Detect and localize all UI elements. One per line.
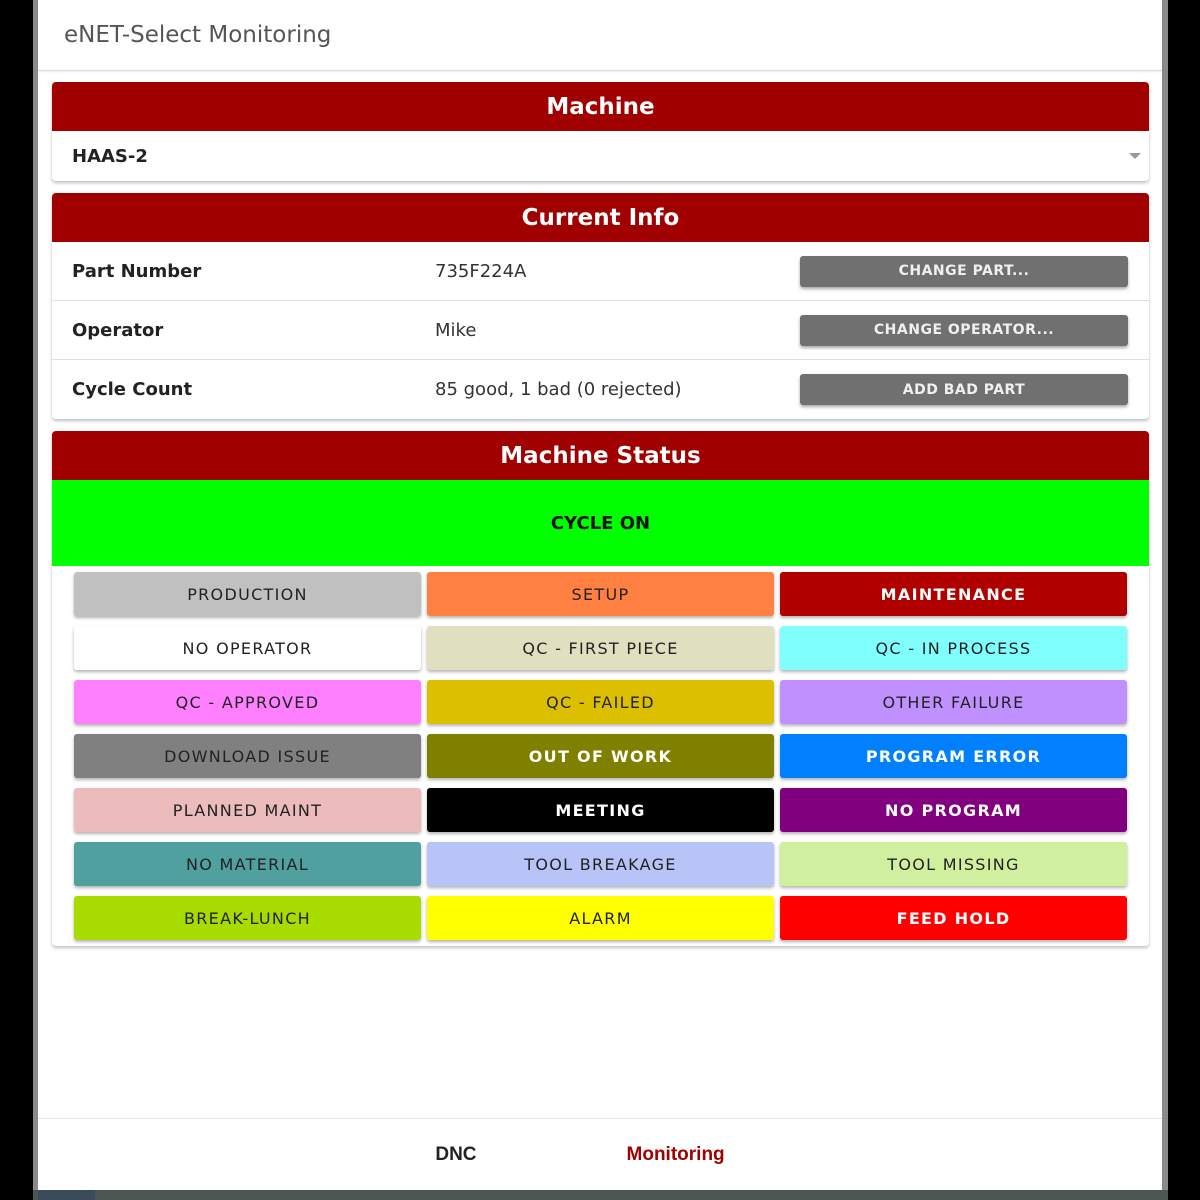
status-button-no-program[interactable]: NO PROGRAM: [780, 788, 1127, 832]
current-status-banner: CYCLE ON: [52, 480, 1149, 566]
status-button-program-error[interactable]: PROGRAM ERROR: [780, 734, 1127, 778]
info-row-cycle-count: [52, 360, 1149, 419]
status-button-feed-hold[interactable]: FEED HOLD: [780, 896, 1127, 940]
status-button-qc-first-piece[interactable]: QC - FIRST PIECE: [427, 626, 774, 670]
app-window: [38, 0, 1162, 1190]
bottom-nav: [38, 1118, 1162, 1190]
dropdown-caret-icon[interactable]: [1129, 153, 1141, 159]
info-row-part-number: [52, 242, 1149, 301]
machine-status-card: [52, 431, 1149, 946]
info-label: Cycle Count: [72, 379, 193, 400]
status-button-no-material[interactable]: NO MATERIAL: [74, 842, 421, 886]
status-button-meeting[interactable]: MEETING: [427, 788, 774, 832]
add-bad-part-button[interactable]: ADD BAD PART: [800, 374, 1128, 405]
status-button-break-lunch[interactable]: BREAK-LUNCH: [74, 896, 421, 940]
machine-select-value: HAAS-2: [72, 145, 148, 167]
status-button-setup[interactable]: SETUP: [427, 572, 774, 616]
status-button-download-issue[interactable]: DOWNLOAD ISSUE: [74, 734, 421, 778]
app-header: [38, 0, 1162, 71]
status-button-qc-approved[interactable]: QC - APPROVED: [74, 680, 421, 724]
current-info-card: [52, 193, 1149, 419]
info-value: 85 good, 1 bad (0 rejected): [435, 379, 682, 400]
change-operator-button[interactable]: CHANGE OPERATOR...: [800, 315, 1128, 346]
app-title: eNET-Select Monitoring: [64, 22, 332, 48]
status-button-grid: [52, 566, 1149, 946]
info-value: Mike: [435, 319, 477, 341]
nav-tab-monitoring[interactable]: Monitoring: [626, 1143, 725, 1165]
taskbar-segment: [38, 1190, 95, 1200]
machine-select[interactable]: [52, 131, 1149, 181]
taskbar: [33, 1190, 1168, 1200]
main-content: [52, 82, 1149, 958]
machine-card-header: Machine: [52, 82, 1149, 131]
status-button-tool-breakage[interactable]: TOOL BREAKAGE: [427, 842, 774, 886]
status-button-planned-maint[interactable]: PLANNED MAINT: [74, 788, 421, 832]
status-button-out-of-work[interactable]: OUT OF WORK: [427, 734, 774, 778]
status-button-other-failure[interactable]: OTHER FAILURE: [780, 680, 1127, 724]
status-button-qc-failed[interactable]: QC - FAILED: [427, 680, 774, 724]
info-value: 735F224A: [435, 260, 527, 282]
screen-frame-right: [1168, 0, 1200, 1200]
nav-tab-dnc[interactable]: DNC: [435, 1143, 477, 1165]
status-button-production[interactable]: PRODUCTION: [74, 572, 421, 616]
info-label: Part Number: [72, 260, 202, 282]
status-button-no-operator[interactable]: NO OPERATOR: [74, 626, 421, 670]
status-button-alarm[interactable]: ALARM: [427, 896, 774, 940]
info-label: Operator: [72, 319, 164, 341]
status-button-tool-missing[interactable]: TOOL MISSING: [780, 842, 1127, 886]
current-info-header: Current Info: [52, 193, 1149, 242]
screen-frame-left: [0, 0, 33, 1200]
status-button-maintenance[interactable]: MAINTENANCE: [780, 572, 1127, 616]
change-part-button[interactable]: CHANGE PART...: [800, 256, 1128, 287]
info-row-operator: [52, 301, 1149, 360]
status-button-qc-in-process[interactable]: QC - IN PROCESS: [780, 626, 1127, 670]
machine-status-header: Machine Status: [52, 431, 1149, 480]
machine-card: [52, 82, 1149, 181]
